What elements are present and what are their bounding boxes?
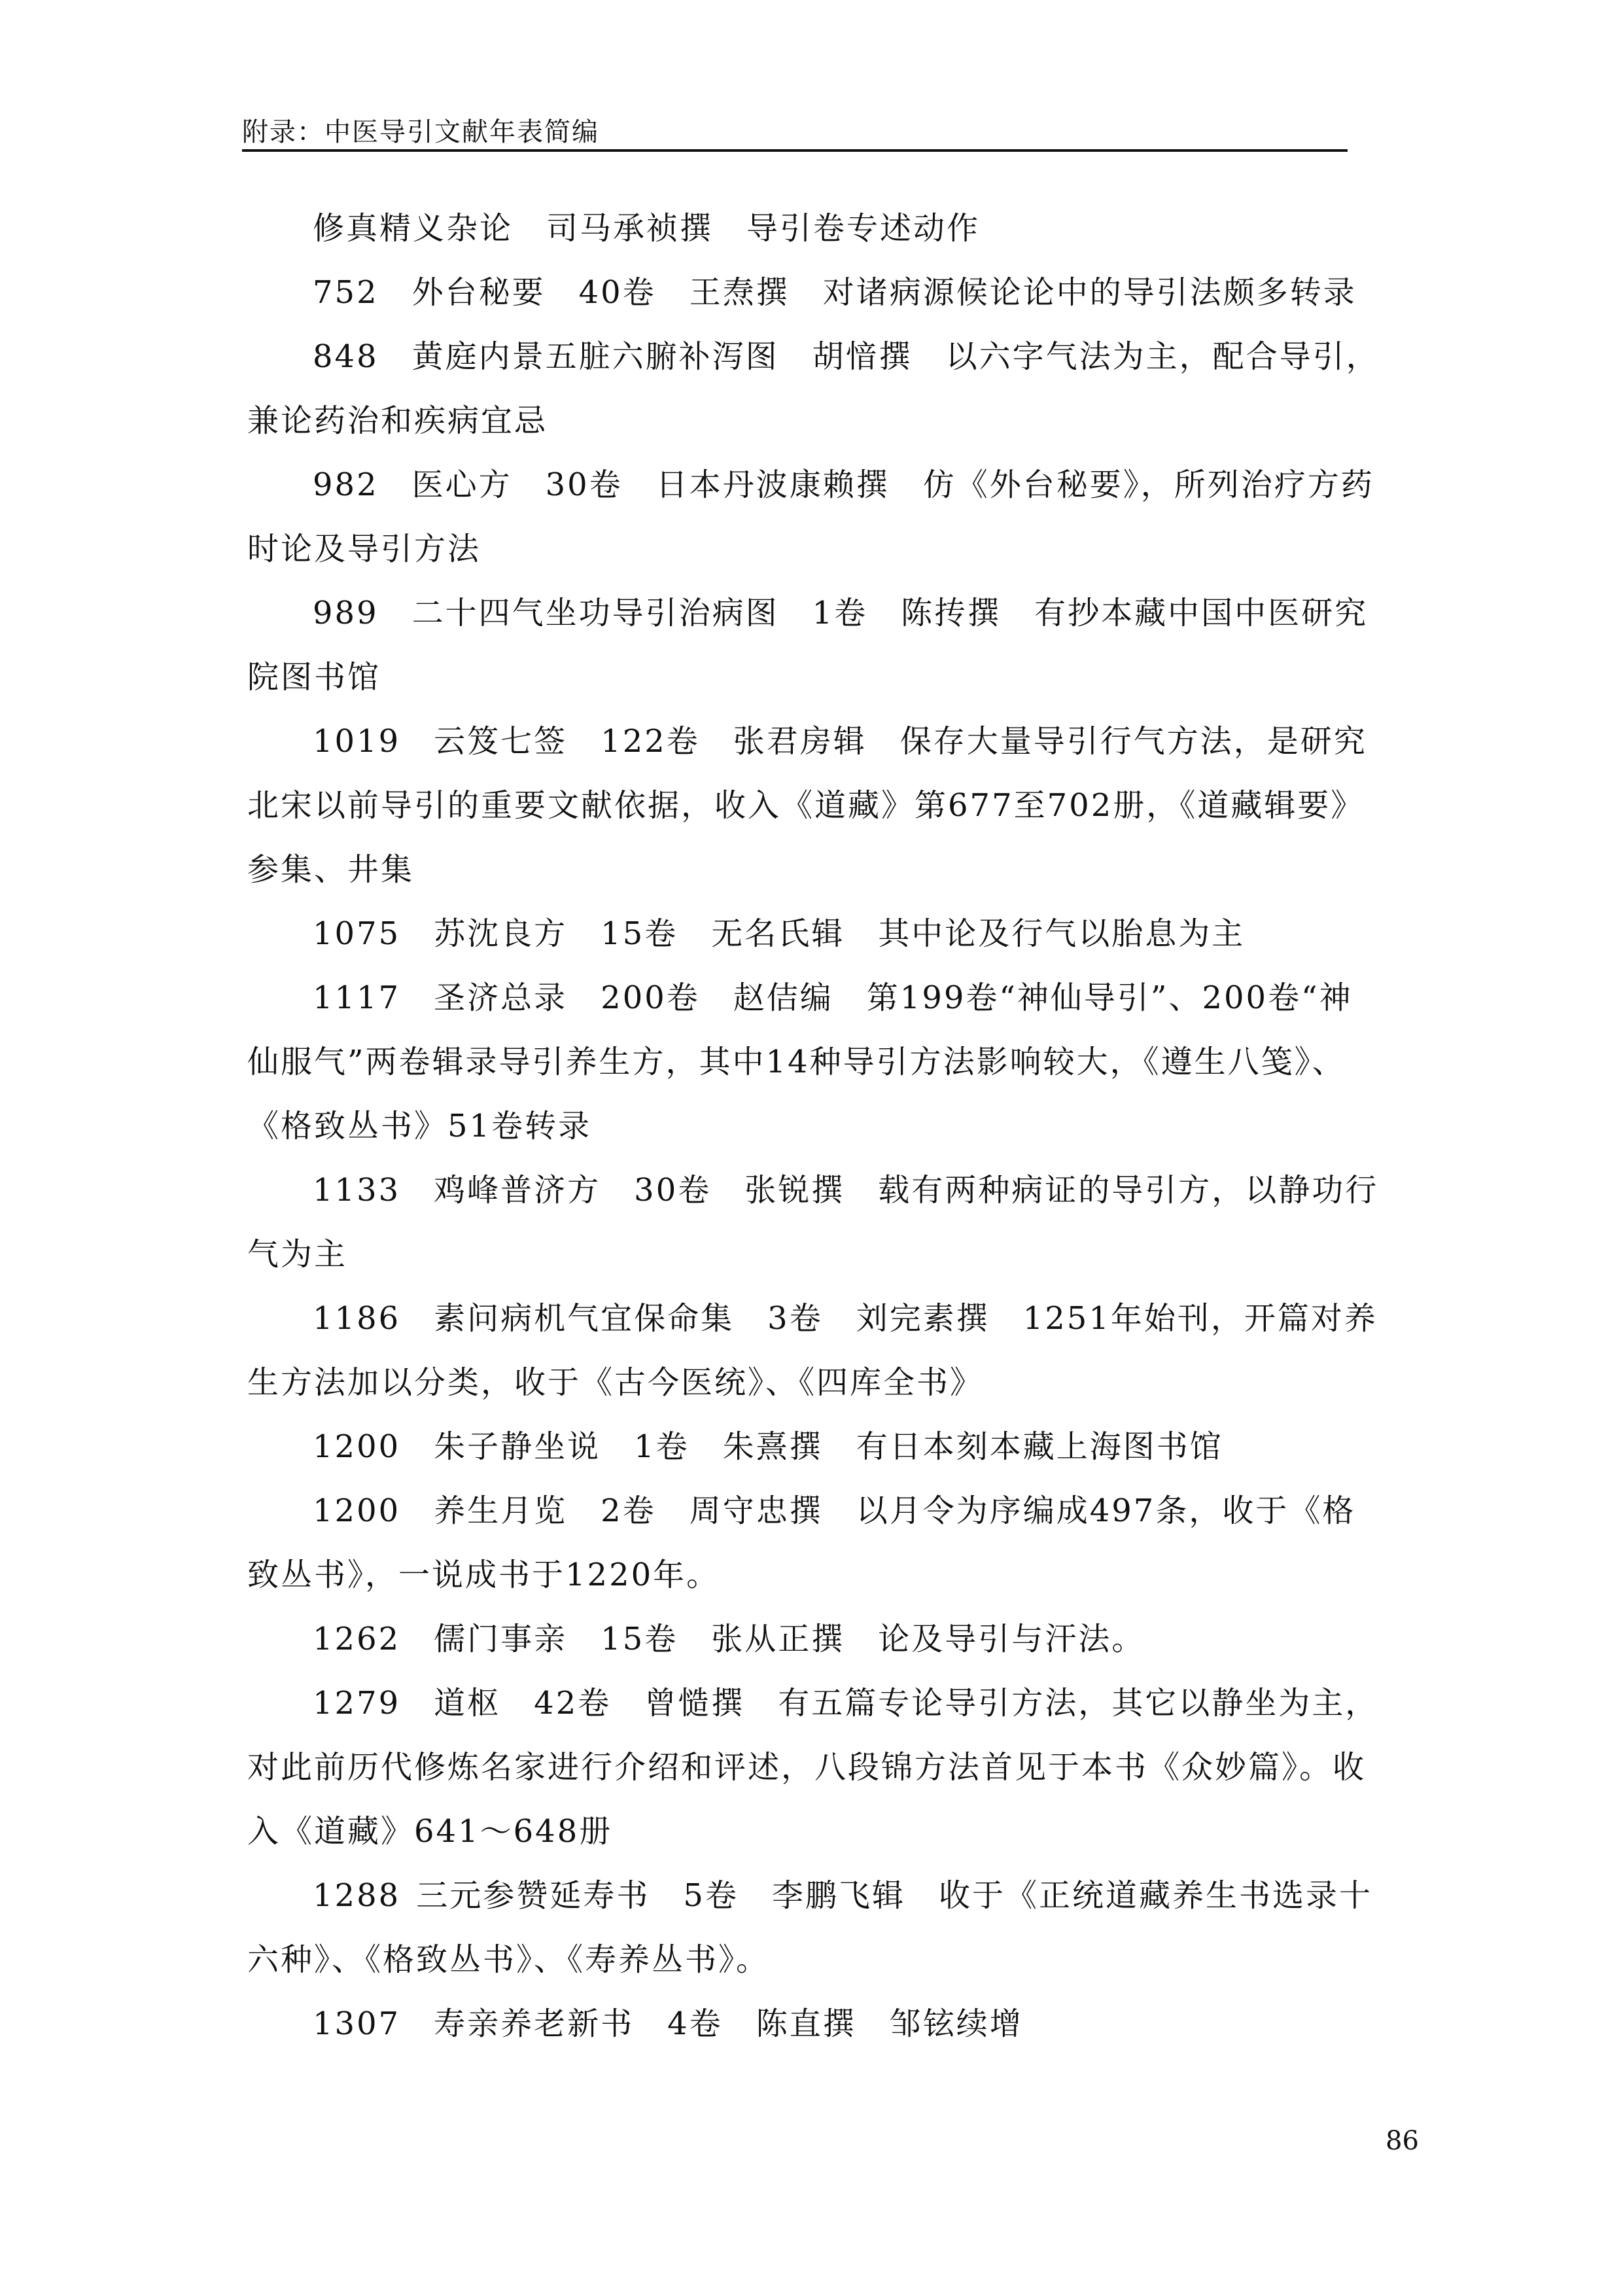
chronology-entry: 1200 养生月览 2卷 周守忠撰 以月令为序编成497条，收于《格致丛书》，一说成书于1220年。 bbox=[247, 1492, 1356, 1593]
chronology-entry: 1117 圣济总录 200卷 赵佶编 第199卷“神仙导引”、200卷“神仙服气”两卷辑录导引养生方，其中14种导引方法影响较大，《遵生八笺》、《格致丛书》51卷转录 bbox=[247, 980, 1353, 1144]
chronology-entry: 1075 苏沈良方 15卷 无名氏辑 其中论及行气以胎息为主 bbox=[313, 915, 1246, 952]
chronology-entry: 1200 朱子静坐说 1卷 朱熹撰 有日本刻本藏上海图书馆 bbox=[313, 1428, 1223, 1465]
chronology-entry: 1186 素问病机气宜保命集 3卷 刘完素撰 1251年始刊，开篇对养生方法加以分类，收于《古今医统》、《四库全书》 bbox=[247, 1300, 1378, 1401]
chronology-entry: 752 外台秘要 40卷 王焘撰 对诸病源候论论中的导引法颇多转录 bbox=[313, 274, 1357, 311]
chronology-entry: 982 医心方 30卷 日本丹波康赖撰 仿《外台秘要》，所列治疗方药时论及导引方法 bbox=[247, 467, 1374, 567]
chronology-entry: 1279 道枢 42卷 曾慥撰 有五篇专论导引方法，其它以静坐为主，对此前历代修炼名家进行介绍和评述，八段锦方法首见于本书《众妙篇》。收入《道藏》641～648册 bbox=[247, 1685, 1379, 1850]
chronology-entry: 1133 鸡峰普济方 30卷 张锐撰 载有两种病证的导引方，以静功行气为主 bbox=[247, 1172, 1379, 1273]
chronology-entry: 848 黄庭内景五脏六腑补泻图 胡愔撰 以六字气法为主，配合导引，兼论药治和疾病宜忌 bbox=[247, 338, 1380, 439]
chronology-entry: 1262 儒门事亲 15卷 张从正撰 论及导引与汗法。 bbox=[313, 1621, 1145, 1657]
chronology-list bbox=[247, 196, 1386, 2056]
page-number: 86 bbox=[1386, 2126, 1419, 2156]
chronology-entry: 1288 三元参赞延寿书 5卷 李鹏飞辑 收于《正统道藏养生书选录十六种》、《格致丛书》、《寿养丛书》。 bbox=[247, 1877, 1372, 1978]
chronology-entry: 1019 云笈七签 122卷 张君房辑 保存大量导引行气方法，是研究北宋以前导引的重要文献依据，收入《道藏》第677至702册，《道藏辑要》参集、井集 bbox=[247, 723, 1367, 888]
chronology-entry: 修真精义杂论 司马承祯撰 导引卷专述动作 bbox=[313, 210, 981, 247]
header-rule bbox=[242, 149, 1348, 152]
chronology-entry: 989 二十四气坐功导引治病图 1卷 陈抟撰 有抄本藏中国中医研究院图书馆 bbox=[247, 595, 1369, 696]
chronology-entry: 1307 寿亲养老新书 4卷 陈直撰 邹铉续增 bbox=[313, 2005, 1023, 2042]
running-header: 附录：中医导引文献年表简编 bbox=[242, 117, 599, 147]
